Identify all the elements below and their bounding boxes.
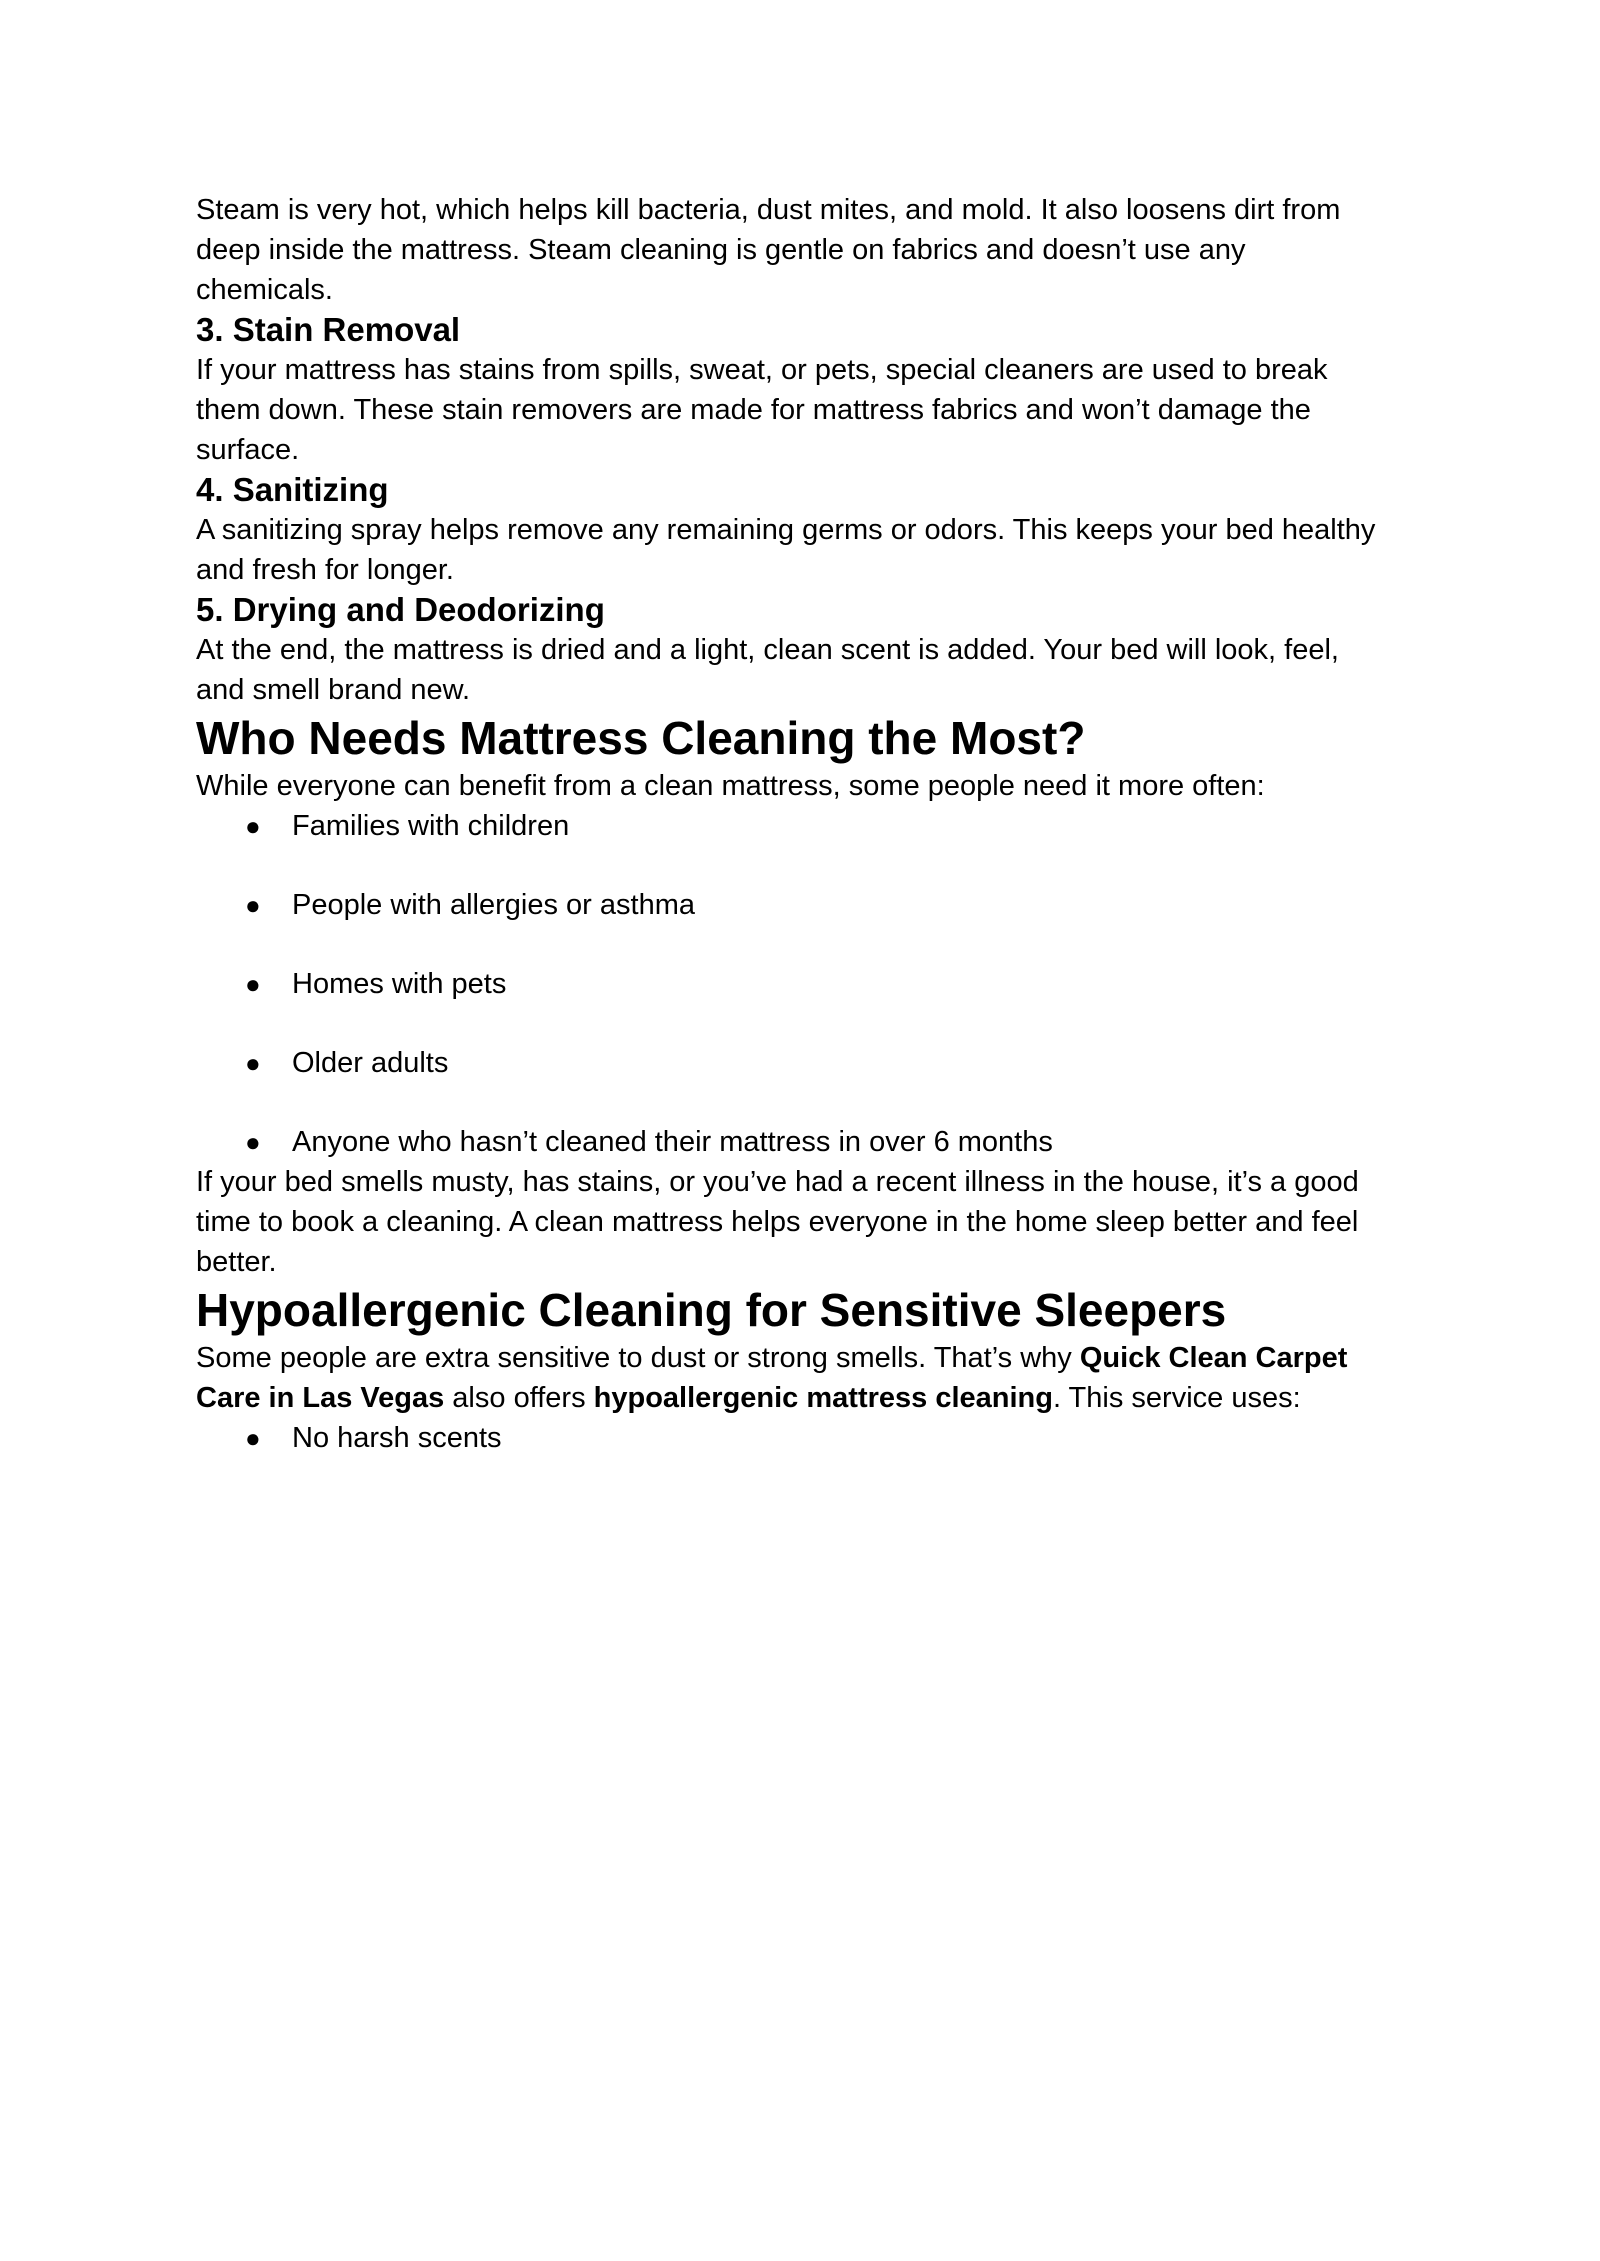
who-needs-list [196, 806, 1426, 1162]
paragraph-text: Some people are extra sensitive to dust or strong smells. That’s why [196, 1342, 1080, 1374]
step-5-paragraph [196, 630, 1426, 710]
bullet-icon: ● [245, 969, 261, 999]
bullet-icon: ● [245, 1423, 261, 1453]
step-4-paragraph [196, 510, 1426, 590]
paragraph-line: If your mattress has stains from spills, sweat, or pets, special cleaners are used to break [196, 354, 1328, 386]
list-item-text: Families with children [292, 810, 570, 842]
step-3-paragraph [196, 350, 1426, 470]
step-4-heading: 4. Sanitizing [196, 471, 389, 508]
who-needs-intro: While everyone can benefit from a clean mattress, some people need it more often: [196, 770, 1265, 802]
list-item-text: Homes with pets [292, 968, 507, 1000]
company-location-bold: Care in Las Vegas [196, 1382, 445, 1414]
bullet-icon: ● [245, 1048, 261, 1078]
list-item [196, 885, 1426, 925]
paragraph-line: time to book a cleaning. A clean mattress helps everyone in the home sleep better and feel [196, 1206, 1359, 1238]
paragraph-line: and smell brand new. [196, 674, 471, 706]
service-name-bold: hypoallergenic mattress cleaning [593, 1382, 1053, 1414]
hypoallergenic-paragraph [196, 1338, 1426, 1418]
bullet-icon: ● [245, 811, 261, 841]
list-item-text: Anyone who hasn’t cleaned their mattress in over 6 months [292, 1126, 1053, 1158]
bullet-icon: ● [245, 890, 261, 920]
paragraph-line: Steam is very hot, which helps kill bacteria, dust mites, and mold. It also loosens dirt from [196, 194, 1341, 226]
step-5-heading: 5. Drying and Deodorizing [196, 591, 605, 628]
list-item-text: People with allergies or asthma [292, 889, 695, 921]
who-needs-closing [196, 1162, 1426, 1282]
paragraph-line: A sanitizing spray helps remove any remaining germs or odors. This keeps your bed healthy [196, 514, 1376, 546]
paragraph-line: chemicals. [196, 274, 333, 306]
hypoallergenic-list [196, 1418, 1426, 1458]
list-item-text: No harsh scents [292, 1422, 502, 1454]
paragraph-text: . This service uses: [1052, 1382, 1301, 1414]
list-item [196, 1043, 1426, 1083]
paragraph-line: them down. These stain removers are made for mattress fabrics and won’t damage the [196, 394, 1311, 426]
paragraph-line: surface. [196, 434, 300, 466]
document-page [196, 190, 1426, 1458]
list-item [196, 964, 1426, 1004]
who-needs-heading: Who Needs Mattress Cleaning the Most? [196, 712, 1086, 764]
paragraph-line: deep inside the mattress. Steam cleaning is gentle on fabrics and doesn’t use any [196, 234, 1246, 266]
list-item [196, 806, 1426, 846]
bullet-icon: ● [245, 1127, 261, 1157]
paragraph-line: better. [196, 1246, 277, 1278]
list-item-text: Older adults [292, 1047, 449, 1079]
company-name-bold: Quick Clean Carpet [1079, 1342, 1348, 1374]
intro-paragraph [196, 190, 1426, 310]
paragraph-text: also offers [444, 1382, 594, 1414]
list-item [196, 1122, 1426, 1162]
paragraph-line: If your bed smells musty, has stains, or you’ve had a recent illness in the house, it’s a good [196, 1166, 1359, 1198]
step-3-heading: 3. Stain Removal [196, 311, 461, 348]
list-item [196, 1418, 1426, 1458]
paragraph-line: At the end, the mattress is dried and a light, clean scent is added. Your bed will look, feel, [196, 634, 1339, 666]
paragraph-line: and fresh for longer. [196, 554, 454, 586]
hypoallergenic-heading: Hypoallergenic Cleaning for Sensitive Sleepers [196, 1284, 1227, 1336]
